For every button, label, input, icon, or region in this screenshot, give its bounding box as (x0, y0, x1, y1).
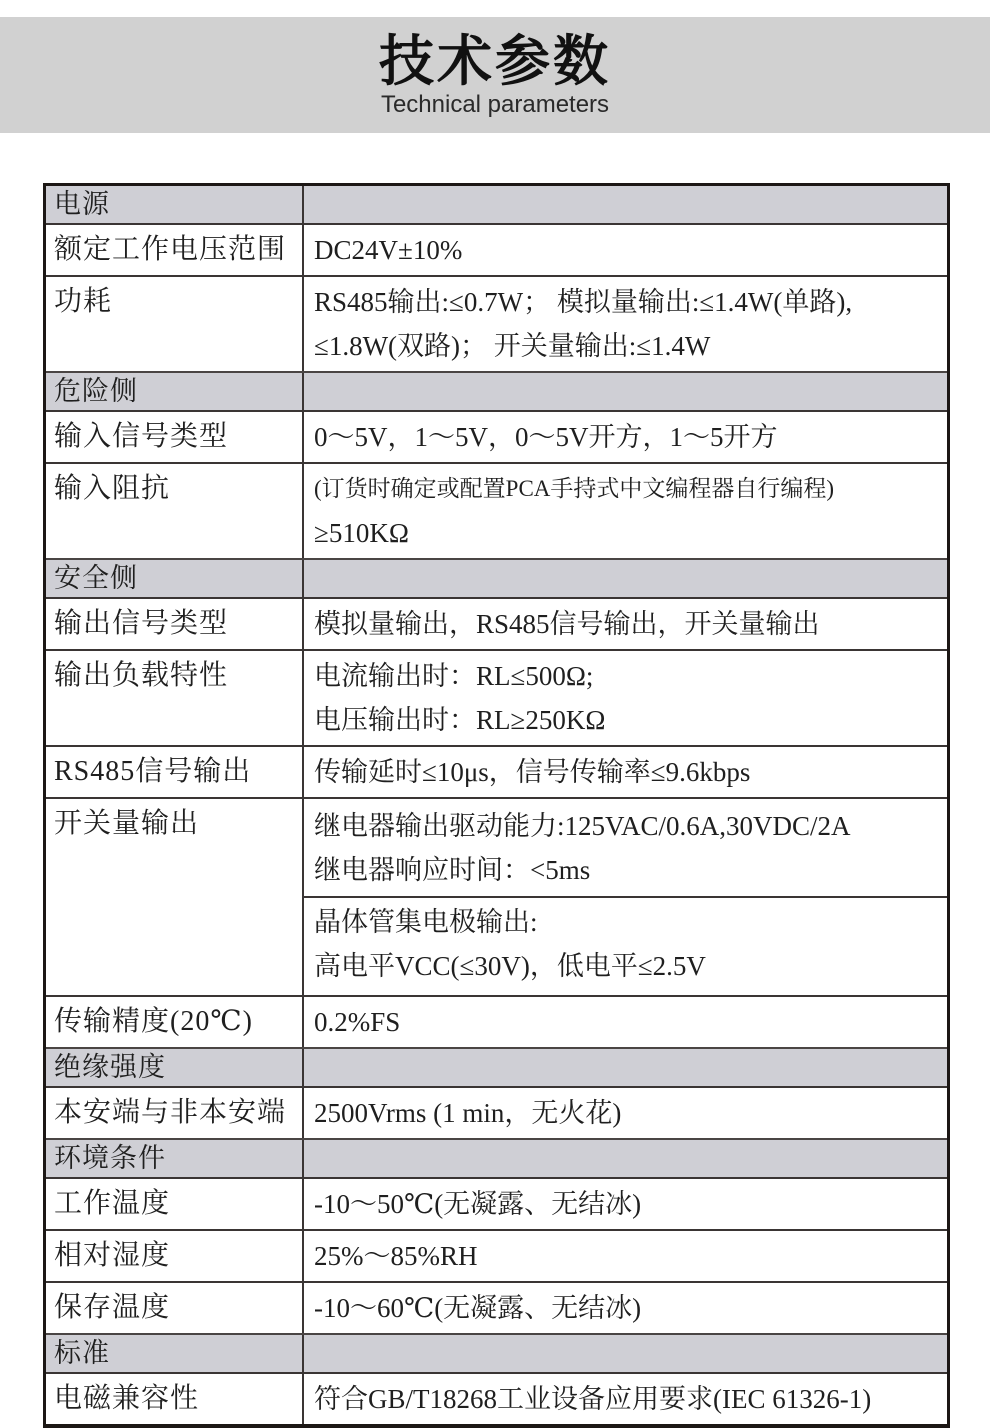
row-label: 额定工作电压范围 (46, 225, 304, 275)
parameters-table (43, 183, 950, 1428)
value-line: 电压输出时：RL≥250KΩ (314, 705, 606, 735)
value-line: 继电器响应时间：<5ms (314, 855, 591, 885)
row-value (304, 1140, 947, 1177)
row-value (304, 1335, 947, 1372)
row-value (304, 373, 947, 410)
param-row (46, 797, 947, 995)
value-line: 传输延时≤10μs，信号传输率≤9.6kbps (314, 757, 751, 787)
value-line: 0～5V，1～5V，0～5V开方，1～5开方 (314, 422, 778, 452)
value-line: -10～50℃(无凝露、无结冰) (314, 1189, 642, 1219)
row-label: 电磁兼容性 (46, 1374, 304, 1424)
row-value (304, 997, 947, 1047)
row-value (304, 225, 947, 275)
param-row (46, 275, 947, 371)
row-value (304, 1088, 947, 1138)
row-value (304, 277, 947, 371)
section-row (46, 186, 947, 223)
row-value (304, 1231, 947, 1281)
value-group (314, 802, 941, 896)
param-row (46, 1177, 947, 1229)
row-label: RS485信号输出 (46, 747, 304, 797)
row-label: 输出信号类型 (46, 599, 304, 649)
row-label: 保存温度 (46, 1283, 304, 1333)
param-row (46, 649, 947, 745)
param-row (46, 223, 947, 275)
row-label: 危险侧 (46, 373, 304, 410)
row-label: 传输精度(20℃) (46, 997, 304, 1047)
value-group (304, 896, 947, 992)
row-value (304, 1283, 947, 1333)
row-label: 功耗 (46, 277, 304, 371)
row-label: 输出负载特性 (46, 651, 304, 745)
value-line: DC24V±10% (314, 235, 463, 265)
section-row (46, 1333, 947, 1372)
param-row (46, 1372, 947, 1424)
row-value (304, 186, 947, 223)
section-row (46, 1047, 947, 1086)
value-line: 继电器输出驱动能力:125VAC/0.6A,30VDC/2A (314, 811, 851, 841)
value-line: 2500Vrms (1 min，无火花) (314, 1098, 622, 1128)
row-value (304, 560, 947, 597)
section-row (46, 1138, 947, 1177)
row-value (304, 599, 947, 649)
row-label: 安全侧 (46, 560, 304, 597)
value-line: 0.2%FS (314, 1007, 401, 1037)
param-row (46, 745, 947, 797)
page-title: 技术参数 (378, 30, 611, 92)
value-line: -10～60℃(无凝露、无结冰) (314, 1293, 642, 1323)
row-label: 输入阻抗 (46, 464, 304, 558)
row-label: 电源 (46, 186, 304, 223)
value-line: 晶体管集电极输出: (314, 907, 538, 937)
row-value (304, 799, 947, 995)
row-value (304, 412, 947, 462)
param-row (46, 1086, 947, 1138)
param-row (46, 410, 947, 462)
value-line: 高电平VCC(≤30V)，低电平≤2.5V (314, 951, 706, 981)
row-label: 输入信号类型 (46, 412, 304, 462)
value-line: RS485输出:≤0.7W； 模拟量输出:≤1.4W(单路), (314, 287, 853, 317)
row-label: 绝缘强度 (46, 1049, 304, 1086)
value-line: 符合GB/T18268工业设备应用要求(IEC 61326-1) (314, 1384, 872, 1414)
header-band (0, 17, 990, 133)
param-row (46, 995, 947, 1047)
row-label: 环境条件 (46, 1140, 304, 1177)
section-row (46, 558, 947, 597)
row-label: 标准 (46, 1335, 304, 1372)
value-line: 电流输出时：RL≤500Ω; (314, 661, 594, 691)
row-value (304, 747, 947, 797)
row-label: 本安端与非本安端 (46, 1088, 304, 1138)
row-value (304, 1049, 947, 1086)
row-label: 开关量输出 (46, 799, 304, 995)
value-line: 25%～85%RH (314, 1241, 478, 1271)
param-row (46, 597, 947, 649)
row-value (304, 1179, 947, 1229)
row-value (304, 464, 947, 558)
row-value (304, 1374, 947, 1424)
value-line: ≤1.8W(双路)； 开关量输出:≤1.4W (314, 331, 711, 361)
value-line: ≥510KΩ (314, 518, 409, 548)
param-row (46, 1281, 947, 1333)
value-line: 模拟量输出，RS485信号输出，开关量输出 (314, 609, 820, 639)
row-label: 相对湿度 (46, 1231, 304, 1281)
param-row (46, 462, 947, 558)
row-value (304, 651, 947, 745)
section-row (46, 371, 947, 410)
page-subtitle: Technical parameters (380, 91, 610, 118)
row-label: 工作温度 (46, 1179, 304, 1229)
param-row (46, 1229, 947, 1281)
value-line: (订货时确定或配置PCA手持式中文编程器自行编程) (314, 476, 835, 501)
